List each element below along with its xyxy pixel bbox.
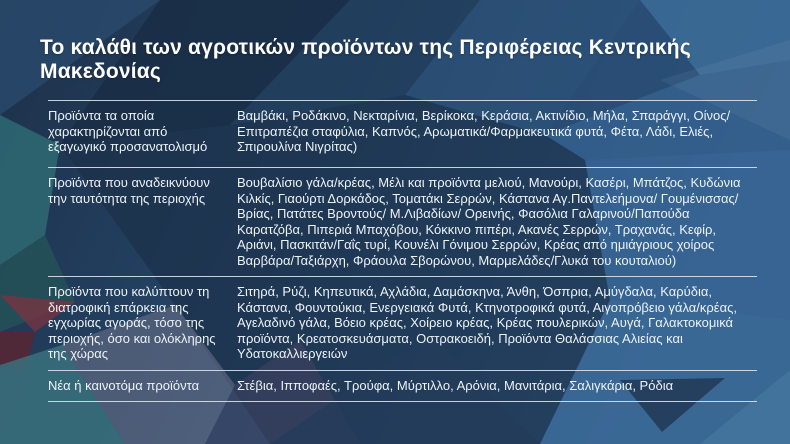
page-title: Το καλάθι των αγροτικών προϊόντων της Περιφέρειας Κεντρικής Μακεδονίας (40, 36, 691, 83)
table-row (48, 100, 757, 167)
products-list: Στέβια, Ιπποφαές, Τρούφα, Μύρτιλλο, Αρόνια, Μανιτάρια, Σαλιγκάρια, Ρόδια (237, 377, 674, 393)
table-row (48, 276, 757, 370)
table-row (48, 370, 757, 403)
table-row (48, 167, 757, 276)
category-label: Προϊόντα τα οποία χαρακτηρίζονται από εξαγωγικό προσανατολισμό (48, 108, 208, 154)
products-list: Σιτηρά, Ρύζι, Κηπευτικά, Αχλάδια, Δαμάσκηνα, Άνθη, Όσπρια, Αμύγδαλα, Καρύδια, Κάστανα, Φουντούκια, Ενεργειακά Φυτά, Κτηνοτροφικά φυτά, Αιγοπρόβειο γάλα/κρέας, Αγελαδινό γάλα, Βόειο κρέας, Χοίρειο κρέας, Κρέας πουλερικών, Αυγά, Γαλακτοκομικά προϊόντα, Κρεατοσκευάσματα, Οστρακοειδή, Προϊόντα Θαλάσσιας Αλιείας και Υδατοκαλλιεργειών (237, 284, 737, 361)
products-list: Βουβαλίσιο γάλα/κρέας, Μέλι και προϊόντα μελιού, Μανούρι, Κασέρι, Μπάτζος, Κυδώνια Κιλκίς, Γιαούρτι Δορκάδος, Τοματάκι Σερρών, Κάστανα Αγ.Παντελεήμονα/ Γουμένισσας/ Βρίας, Πατάτες Βροντούς/ Μ.Λιβαδίων/ Ορεινής, Φασόλια Γαλαρινού/Παπούδα Καρατζόβα, Πιπεριά Μπαχόβου, Κόκκινο πιπέρι, Ακανές Σερρών, Τραχανάς, Κεφίρ, Αριάνι, Πασκιτάν/Γαΐς τυρί, Κουνέλι Γόνιμου Σερρών, Κρέας από ημιάγριους χοίρος Βαρβάρα/Ταξιάρχη, Φράουλα Σβορώνου, Μαρμελάδες/Γλυκά του κουταλιού) (237, 175, 741, 268)
category-label: Προϊόντα που αναδεικνύουν την ταυτότητα της περιοχής (48, 175, 210, 206)
category-label: Προϊόντα που καλύπτουν τη διατροφική επάρκεια της εγχωρίας αγοράς, τόσο της περιοχής, όσο και ολόκληρης της χώρας (48, 284, 216, 361)
products-table (48, 100, 757, 402)
category-label: Νέα ή καινοτόμα προϊόντα (48, 377, 200, 393)
products-list: Βαμβάκι, Ροδάκινο, Νεκταρίνια, Βερίκοκα, Κεράσια, Ακτινίδιο, Μήλα, Σπαράγγι, Οίνος/Επιτραπέζια σταφύλια, Καπνός, Αρωματικά/Φαρμακευτικά φυτά, Φέτα, Λάδι, Ελιές, Σπιρουλίνα Νιγρίτας) (237, 108, 731, 154)
